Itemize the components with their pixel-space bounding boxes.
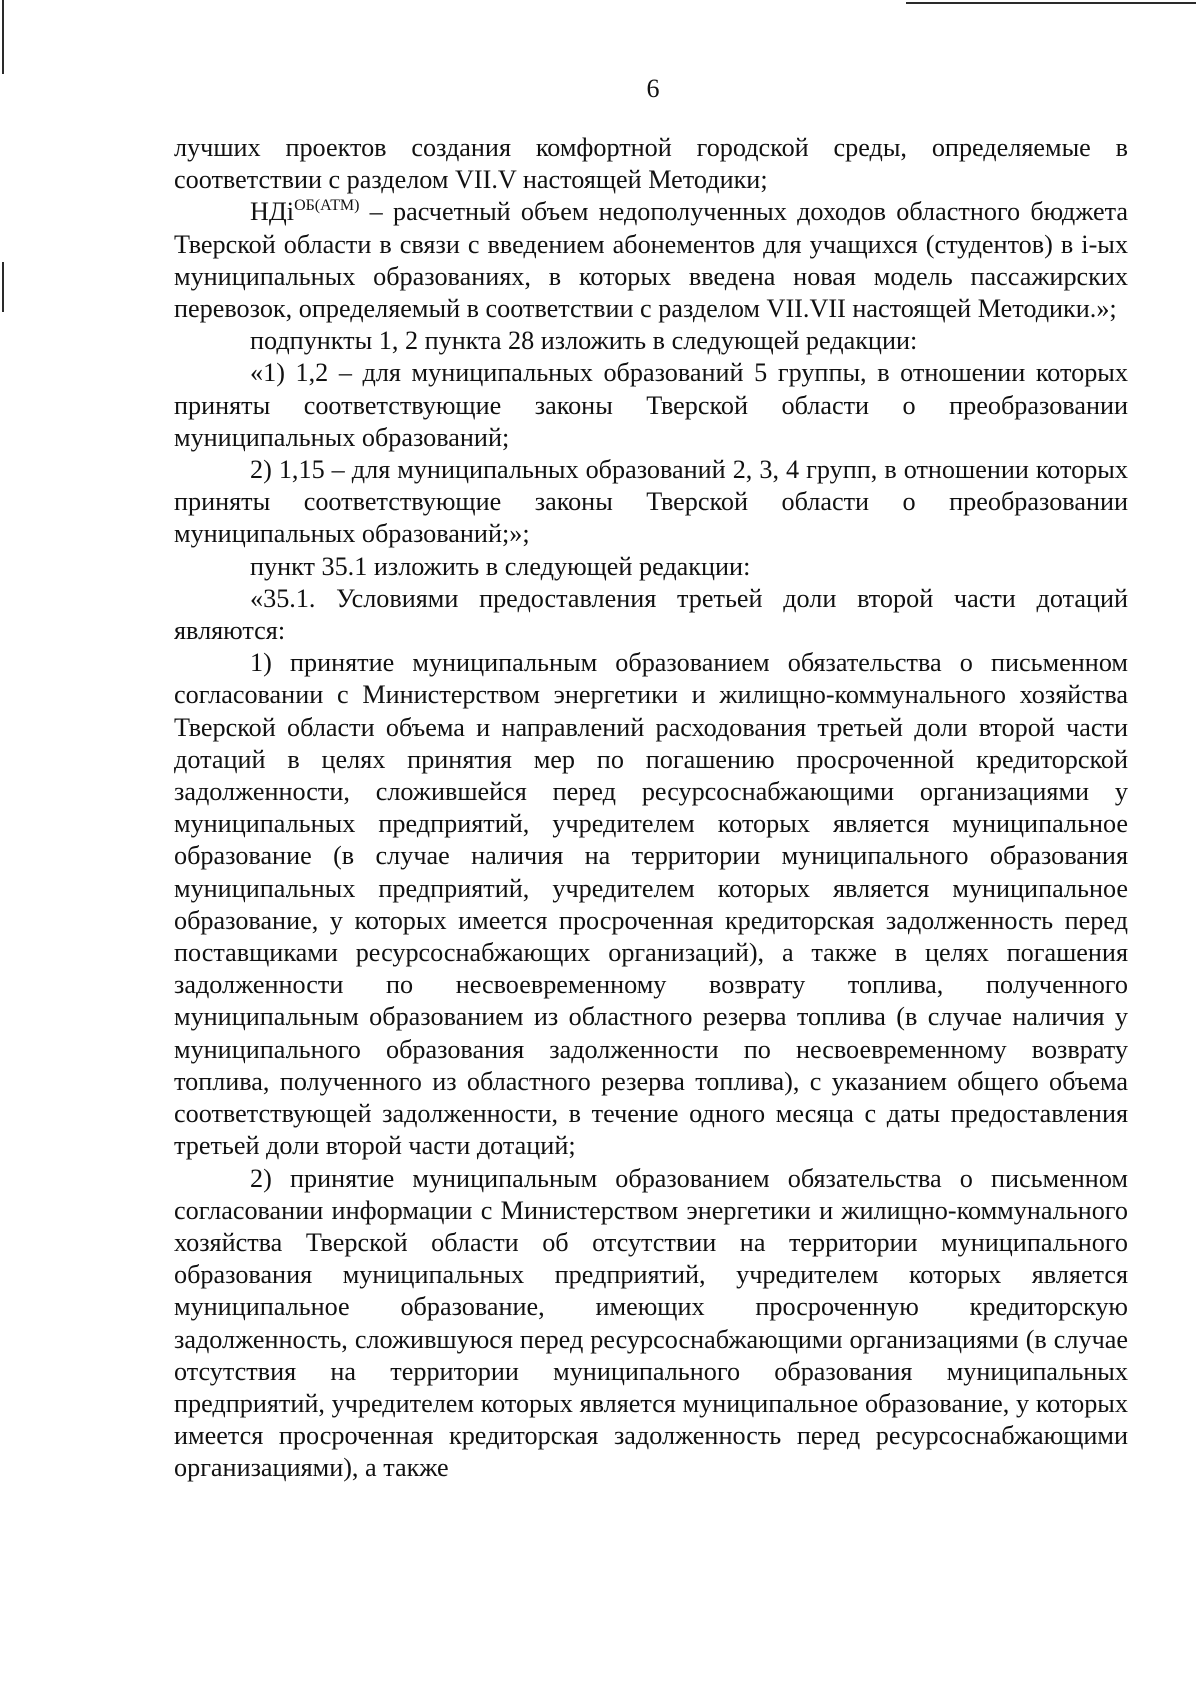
formula-superscript: ОБ(АТМ) (294, 197, 360, 215)
page-number: 6 (646, 74, 660, 103)
paragraph: 2) 1,15 – для муниципальных образований 2, 3, 4 групп, в отношении которых приняты соответствующие законы Тверской области о преобразовании муниципальных образований;»; (174, 455, 1128, 549)
paragraph: 1) принятие муниципальным образованием обязательства о письменном согласовании с Министерством энергетики и жилищно-коммунального хозяйства Тверской области объема и направлений расходования третьей доли второй части дотаций в целях принятия мер по погашению просроченной кредиторской задолженности, сложившейся перед ресурсоснабжающими организациями у муниципальных предприятий, учредителем которых является муниципальное образование (в случае наличия на территории муниципального образования муниципальных предприятий, учредителем которых является муниципальное образование, у которых имеется просроченная кредиторская задолженность перед поставщиками ресурсоснабжающих организаций), а также в целях погашения задолженности по несвоевременному возврату топлива, полученного муниципальным образованием из областного резерва топлива (в случае наличия у муниципального образования задолженности по несвоевременному возврату топлива, полученного из областного резерва топлива), с указанием общего объема соответствующей задолженности, в течение одного месяца с даты предоставления третьей доли второй части дотаций; (174, 648, 1128, 1161)
paragraph: «1) 1,2 – для муниципальных образований 5 группы, в отношении которых приняты соответствующие законы Тверской области о преобразовании муниципальных образований; (174, 358, 1128, 452)
paragraph: лучших проектов создания комфортной городской среды, определяемые в соответствии с разделом VII.V настоящей Методики; (174, 133, 1128, 195)
scan-edge-mark-left (2, 262, 4, 312)
paragraph: 2) принятие муниципальным образованием обязательства о письменном согласовании информации с Министерством энергетики и жилищно-коммунального хозяйства Тверской области об отсутствии на территории муниципального образования муниципальных предприятий, учредителем которых является муниципальное образование, имеющих просроченную кредиторскую задолженность, сложившуюся перед ресурсоснабжающими организациями (в случае отсутствия на территории муниципального образования муниципальных предприятий, учредителем которых является муниципальное образование, у которых имеется просроченная кредиторская задолженность перед ресурсоснабжающими организациями), а также (174, 1163, 1128, 1483)
formula-symbol: НДi (250, 197, 295, 227)
paragraph-definition (174, 196, 1128, 325)
scan-edge-mark-top (906, 2, 1196, 4)
paragraph: «35.1. Условиями предоставления третьей доли второй части дотаций являются: (174, 583, 1128, 646)
paragraph: пункт 35.1 изложить в следующей редакции: (250, 551, 751, 581)
definition-text: – расчетный объем недополученных доходов областного бюджета Тверской области в связи с введением абонементов для учащихся (студентов) в i-ых муниципальных образованиях, в которых введена новая модель пассажирских перевозок, определяемый в соответствии с разделом VII.VII настоящей Методики.»; (174, 197, 1128, 324)
scan-edge-mark-left (2, 0, 4, 74)
document-body (174, 132, 1128, 1485)
paragraph: подпункты 1, 2 пункта 28 изложить в следующей редакции: (250, 326, 918, 356)
